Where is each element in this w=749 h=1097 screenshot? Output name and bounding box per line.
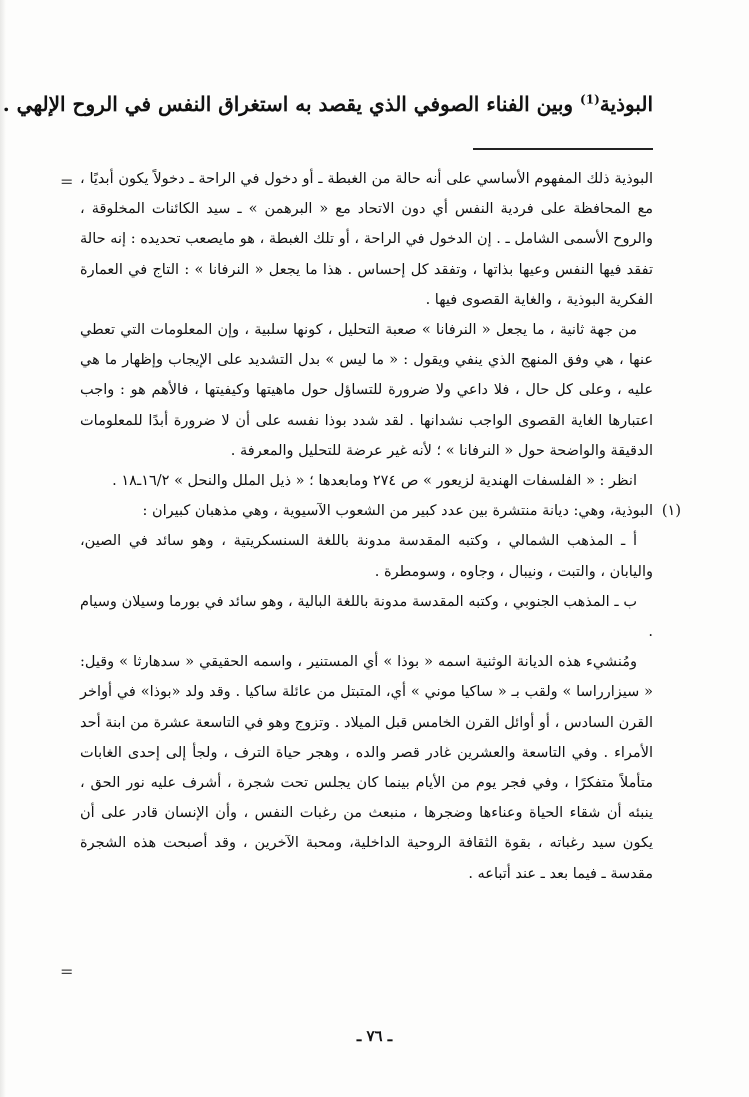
main-text-line xyxy=(2,88,653,120)
footnote-1-northern-school: أ ـ المذهب الشمالي ، وكتبه المقدسة مدونة باللغة السنسكريتية ، وهو سائد في الصين، واليابان ، والتبت ، ونيبال ، وجاوه ، وسومطرة . xyxy=(80,533,653,580)
note-paragraph-nirvana-definition: البوذية ذلك المفهوم الأساسي على أنه حالة من الغبطة ـ أو دخول في الراحة ـ دخولاً يكون أبديًا ، مع المحافظة على فردية النفس أي دون الاتحاد مع « البرهمن » ـ سيد الكائنات المخلوقة ، والروح الأسمى الشامل ـ . إن الدخول في الراحة ، أو تلك الغبطة ، هو مايصعب تحديده : إنه حالة تفقد فيها النفس وعيها بذاتها ، وتفقد كل إحساس . هذا ما يجعل « النرفانا » : التاج في العمارة الفكرية البوذية ، والغاية القصوى فيها . xyxy=(80,171,653,308)
page-spine-shadow xyxy=(0,0,6,1097)
footnote-1 xyxy=(80,496,681,526)
note-paragraph-reference: انظر : « الفلسفات الهندية لزيعور » ص ٢٧٤ ومابعدها ؛ « ذيل الملل والنحل » ١٦/٢ـ١٨ . xyxy=(112,473,637,490)
footnote-1-intro: البوذية، وهي: ديانة منتشرة بين عدد كبير من الشعوب الآسيوية ، وهي مذهبان كبيران : xyxy=(142,503,653,520)
note-paragraph-nirvana-analysis: من جهة ثانية ، ما يجعل « النرفانا » صعبة التحليل ، كونها سلبية ، وإن المعلومات التي تعطي عنها ، هي وفق المنهج الذي ينفي ويقول : « ما ليس » بدل التشديد على الإيجاب وإظهار ما هي عليه ، وعلى كل حال ، فلا داعي ولا ضرورة للتساؤل حول ماهيتها وكيفيتها ، فالأهم هو : واجب اعتبارها الغاية القصوى الواجب نشدانها . لقد شدد بوذا نفسه على أن لا ضرورة أبدًا للمعلومات الدقيقة والواضحة حول « النرفانا » ؛ لأنه غير عرضة للتحليل والمعرفة . xyxy=(80,322,653,459)
footnote-1-founder: ومُنشيء هذه الديانة الوثنية اسمه « بوذا » أي المستنير ، واسمه الحقيقي « سدهارثا » وقيل: « سيزارراسا » ولقب بـ « ساكيا موني » أي، المتبتل من عائلة ساكيا . وقد ولد «بوذا» في أواخر القرن السادس ، أو أوائل القرن الخامس قبل الميلاد . وتزوج وهو في التاسعة عشرة من ابنة أحد الأمراء . وفي التاسعة والعشرين غادر قصر والده ، وهجر حياة الترف ، ولجأ إلى إحدى الغابات متأملاً متفكرًا ، وفي فجر يوم من الأيام بينما كان يجلس تحت شجرة ، أشرف عليه نور الحق ، ينبئه أن شقاء الحياة وعناءها وضجرها ، منبعث من رغبات النفس ، وأن الإنسان قادر على أن يكون سيد رغباته ، بقوة الثقافة الروحية الداخلية، ومحبة الآخرين ، وقد أصبحت هذه الشجرة مقدسة ـ فيما بعد ـ عند أتباعه . xyxy=(80,654,653,882)
main-text-before-ref: البوذية xyxy=(599,92,653,116)
margin-mark-bottom: = xyxy=(60,962,74,981)
footnote-number: (١) xyxy=(661,503,681,520)
footnote-separator xyxy=(473,148,653,150)
margin-mark-top: = xyxy=(60,172,74,191)
footnote-1-southern-school: ب ـ المذهب الجنوبي ، وكتبه المقدسة مدونة باللغة البالية ، وهو سائد في بورما وسيلان وسيام . xyxy=(80,593,653,641)
footnote-reference: (1) xyxy=(580,92,600,107)
main-text-after-ref: وبين الفناء الصوفي الذي يقصد به استغراق النفس في الروح الإلهي . xyxy=(2,92,581,116)
footnotes-area xyxy=(80,164,681,889)
page-number: ـ ٧٦ ـ xyxy=(356,1027,393,1045)
